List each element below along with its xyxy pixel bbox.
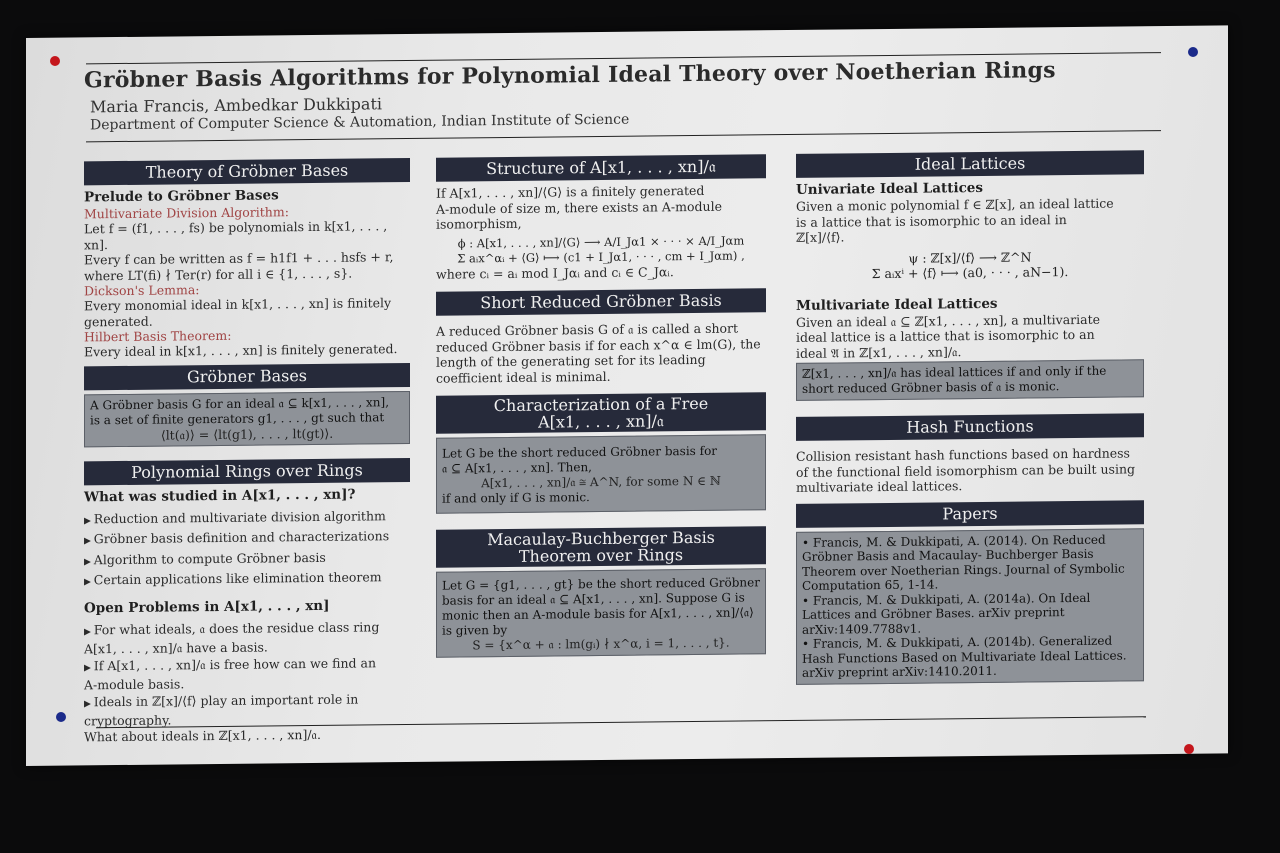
header-line: Characterization of a Free <box>493 393 709 416</box>
push-pin-blue-icon <box>1188 47 1198 57</box>
section-header: Structure of A[x1, . . . , xn]/𝔞 <box>436 154 766 181</box>
text-line: is a lattice that is isomorphic to an ideal in <box>796 211 1067 230</box>
list-item: ▶ Reduction and multivariate division algorithm <box>84 506 410 530</box>
text-line: where cᵢ = aᵢ mod I_Jαᵢ and cᵢ ∈ C_Jαᵢ. <box>436 263 674 282</box>
box-line: if and only if G is monic. <box>442 490 590 506</box>
reference-item: • Francis, M. & Dukkipati, A. (2014a). On Ideal Lattices and Gröbner Bases. arXiv preprint arXiv:1409.7788v1. <box>802 590 1091 637</box>
text-line: Given a monic polynomial f ∈ ℤ[x], an ideal lattice <box>796 195 1114 214</box>
box-line: is a set of finite generators g1, . . . , gt such that <box>90 409 385 427</box>
section-header: Hash Functions <box>796 413 1144 441</box>
theorem-title: Multivariate Division Algorithm: <box>84 204 289 222</box>
text-line: where LT(fi) ∤ Ter(r) for all i ∈ {1, . . . , s}. <box>84 265 353 283</box>
list-item-continuation: A-module basis. <box>84 676 185 693</box>
section-header <box>436 392 766 433</box>
section-header: Ideal Lattices <box>796 150 1144 178</box>
list-item: ▶ Certain applications like elimination theorem <box>84 568 410 592</box>
box-line: monic then an A-module basis for A[x1, . . . , xn]/⟨𝔞⟩ <box>442 605 754 623</box>
equation: Σ aᵢxⁱ + ⟨f⟩ ⟼ (a0, · · · , aN−1). <box>871 263 1069 281</box>
box-line: A Gröbner basis G for an ideal 𝔞 ⊆ k[x1, . . . , xn], <box>90 394 390 412</box>
box-line: ℤ[x1, . . . , xn]/𝔞 has ideal lattices if and only if the <box>802 363 1107 381</box>
box-equation: ⟨lt(𝔞)⟩ = ⟨lt(g1), . . . , lt(gt)⟩. <box>160 425 334 443</box>
text-line: Every ideal in k[x1, . . . , xn] is finitely generated. <box>84 341 398 360</box>
header-line: A[x1, . . . , xn]/𝔞 <box>538 411 664 432</box>
header-line: Theorem over Rings <box>518 545 684 566</box>
push-pin-red-icon <box>50 56 60 66</box>
list-item: ▶ Gröbner basis definition and characterizations <box>84 527 410 551</box>
box-line: is given by <box>442 622 508 638</box>
theorem-title: Hilbert Basis Theorem: <box>84 327 232 345</box>
list-item-continuation: A[x1, . . . , xn]/𝔞 have a basis. <box>84 639 268 657</box>
box-line: 𝔞 ⊆ A[x1, . . . , xn]. Then, <box>442 460 592 476</box>
text-line: ideal 𝔄 in ℤ[x1, . . . , xn]/𝔞. <box>796 343 962 361</box>
subsection-title: Prelude to Gröbner Bases <box>84 187 279 206</box>
push-pin-red-icon <box>1184 744 1194 754</box>
poster-title: Gröbner Basis Algorithms for Polynomial Ideal Theory over Noetherian Rings <box>84 57 1056 94</box>
equation: ϕ : A[x1, . . . , xn]/⟨G⟩ ⟶ A/I_Jα1 × · · · × A/I_Jαm <box>457 232 745 250</box>
section-header: Gröbner Bases <box>84 362 410 389</box>
list-item-continuation: cryptography. <box>84 712 172 729</box>
column-left <box>84 158 410 744</box>
list-item-continuation: What about ideals in ℤ[x1, . . . , xn]/𝔞. <box>84 726 321 744</box>
definition-box <box>84 390 410 446</box>
equation: Σ aᵢx^αᵢ + ⟨G⟩ ⟼ (c1 + I_Jα1, · · · , cm + I_Jαm) , <box>457 247 745 265</box>
text-line: ideal lattice is a lattice that is isomorphic to an <box>796 326 1095 345</box>
subsection-title: Univariate Ideal Lattices <box>796 179 983 198</box>
list-item: ▶ Algorithm to compute Gröbner basis <box>84 547 410 571</box>
theorem-title: Dickson's Lemma: <box>84 282 200 299</box>
header-line: Macaulay-Buchberger Basis <box>487 527 715 550</box>
text-line: Let f = (f1, . . . , fs) be polynomials in k[x1, . . . , xn]. <box>84 218 388 252</box>
list-item: ▶ If A[x1, . . . , xn]/𝔞 is free how can we find an <box>84 653 410 677</box>
theorem-box <box>796 359 1144 401</box>
reference-item: • Francis, M. & Dukkipati, A. (2014b). Generalized Hash Functions Based on Multivariate Ideal Lattices. arXiv preprint arXiv:1410.2011. <box>802 633 1127 680</box>
list-item: ▶ For what ideals, 𝔞 does the residue class ring <box>84 617 410 641</box>
text-line: Every f can be written as f = h1f1 + . . . hsfs + r, <box>84 249 394 268</box>
poster-department: Department of Computer Science & Automation, Indian Institute of Science <box>90 111 630 134</box>
subsection-title: What was studied in A[x1, . . . , xn]? <box>84 486 356 505</box>
box-line: short reduced Gröbner basis of 𝔞 is monic. <box>802 379 1060 396</box>
section-header: Papers <box>796 500 1144 528</box>
section-header: Short Reduced Gröbner Basis <box>436 288 766 315</box>
section-header <box>436 526 766 567</box>
text-block: Every monomial ideal in k[x1, . . . , xn] is finitely generated. <box>84 295 392 329</box>
theorem-box <box>436 568 766 657</box>
theorem-box <box>436 434 766 513</box>
subsection-title: Multivariate Ideal Lattices <box>796 295 998 314</box>
text-line: If A[x1, . . . , xn]/⟨G⟩ is a finitely generated <box>436 182 705 201</box>
poster <box>26 25 1228 766</box>
title-rule <box>86 130 1161 142</box>
box-equation: S = {x^α + 𝔞 : lm(gᵢ) ∤ x^α, i = 1, . . . , t}. <box>472 635 730 653</box>
section-header: Polynomial Rings over Rings <box>84 457 410 484</box>
column-middle <box>436 154 766 663</box>
text-block: Collision resistant hash functions based on hardness of the functional field isomorphism can be built using multivariate ideal lattices. <box>796 445 1136 495</box>
text-block: A reduced Gröbner basis G of 𝔞 is called a short reduced Gröbner basis if for each x^α ∈ lm(G), the length of the generating set for its leading coefficient ideal is minimal. <box>436 320 761 386</box>
poster-authors: Maria Francis, Ambedkar Dukkipati <box>90 94 382 117</box>
text-line: Given an ideal 𝔞 ⊆ ℤ[x1, . . . , xn], a multivariate <box>796 311 1100 330</box>
list-item: ▶ Ideals in ℤ[x]/⟨f⟩ play an important role in <box>84 689 410 713</box>
subsection-title: Open Problems in A[x1, . . . , xn] <box>84 597 330 616</box>
text-line: ℤ[x]/⟨f⟩. <box>796 229 845 245</box>
column-right <box>796 150 1144 690</box>
section-header: Theory of Gröbner Bases <box>84 158 410 185</box>
push-pin-blue-icon <box>56 712 66 722</box>
box-line: Let G be the short reduced Gröbner basis for <box>442 443 718 461</box>
equation: ψ : ℤ[x]/⟨f⟩ ⟶ ℤ^N <box>908 248 1032 266</box>
reference-item: • Francis, M. & Dukkipati, A. (2014). On Reduced Gröbner Basis and Macaulay- Buchberger Basis Theorem over Noetherian Rings. Journal of Symbolic Computation 65, 1-14. <box>802 532 1125 593</box>
box-line: Let G = {g1, . . . , gt} be the short reduced Gröbner <box>442 575 760 593</box>
references-box <box>796 528 1144 685</box>
box-line: basis for an ideal 𝔞 ⊆ A[x1, . . . , xn]. Suppose G is <box>442 590 745 608</box>
box-equation: A[x1, . . . , xn]/𝔞 ≅ A^N, for some N ∈ ℕ <box>481 473 721 491</box>
text-line: isomorphism, <box>436 215 522 232</box>
text-line: A-module of size m, there exists an A-module <box>436 198 722 217</box>
